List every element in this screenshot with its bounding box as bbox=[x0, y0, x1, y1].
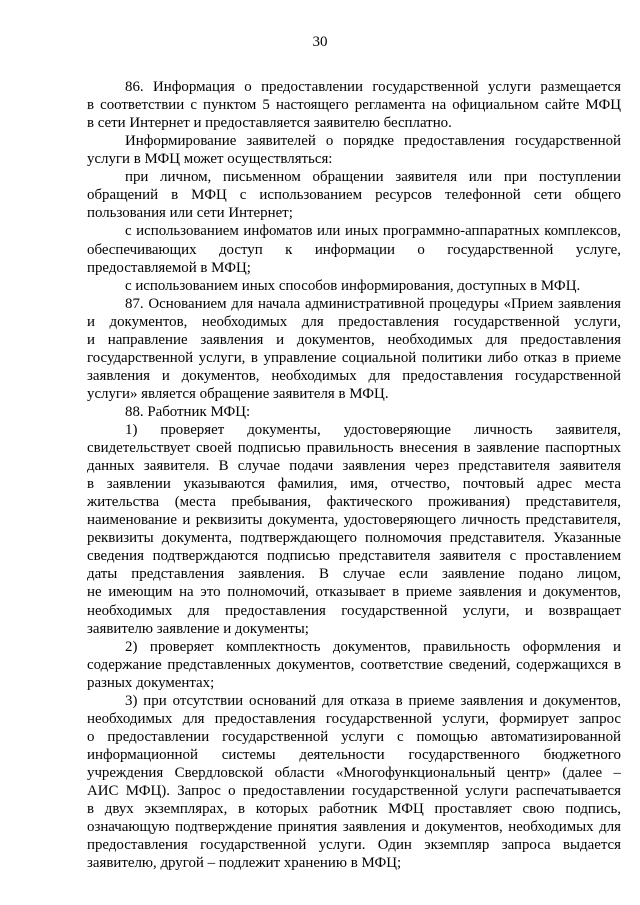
text-line: услуги в МФЦ может осуществляться: bbox=[87, 151, 333, 168]
text-line: сведения подтверждаются подписью представителя заявителя с проставлением bbox=[87, 548, 621, 565]
text-line: заявителю, другой – подлежит хранению в МФЦ; bbox=[87, 855, 402, 872]
text-line: услуги» является обращение заявителя в МФЦ. bbox=[87, 385, 389, 402]
text-line: 86. Информация о предоставлении государственной услуги размещается bbox=[125, 79, 621, 95]
text-line: государственной услуги, в управление социальной политики либо отказ в приеме bbox=[87, 349, 621, 366]
text-line: при личном, письменном обращении заявителя или при поступлении bbox=[125, 169, 621, 186]
text-line: 88. Работник МФЦ: bbox=[125, 403, 251, 420]
text-line: 3) при отсутствии оснований для отказа в приеме заявления и документов, bbox=[125, 692, 621, 709]
text-line: разных документах; bbox=[87, 674, 215, 691]
text-line: жительства (места пребывания, фактического проживания) представителя, bbox=[87, 494, 621, 511]
text-line: обращений в МФЦ с использованием ресурсов телефонной сети общего bbox=[87, 187, 621, 204]
text-line: о предоставлении государственной услуги с помощью автоматизированной bbox=[87, 728, 621, 745]
text-line: реквизиты документа, подтверждающего полномочия представителя. Указанные bbox=[87, 530, 621, 547]
text-line: с использованием инфоматов или иных программно-аппаратных комплексов, bbox=[125, 223, 621, 240]
page-number: 30 bbox=[312, 34, 328, 50]
text-line: 2) проверяет комплектность документов, правильность оформления и bbox=[125, 638, 621, 655]
text-line: свидетельствует своей подписью правильность внесения в заявление паспортных bbox=[87, 440, 621, 456]
text-line: обеспечивающих доступ к информации о государственной услуге, bbox=[87, 241, 621, 258]
text-line: данных заявителя. В случае подачи заявления через представителя заявителя bbox=[87, 458, 621, 475]
text-line: информационной системы деятельности государственного бюджетного bbox=[87, 746, 621, 763]
text-line: в заявлении указываются фамилия, имя, отчество, почтовый адрес места bbox=[87, 476, 621, 493]
text-line: в соответствии с пунктом 5 настоящего регламента на официальном сайте МФЦ bbox=[87, 97, 621, 113]
text-line: наименование и реквизиты документа, удостоверяющего личность представителя, bbox=[87, 512, 621, 529]
text-line: и направление заявления и документов, необходимых для предоставления bbox=[87, 331, 621, 348]
text-line: заявителю заявление и документы; bbox=[87, 620, 309, 637]
text-line: в двух экземплярах, в которых работник МФЦ проставляет свою подпись, bbox=[87, 801, 621, 817]
text-line: необходимых для предоставления государственной услуги, формирует запрос bbox=[87, 710, 621, 727]
text-line: и документов, необходимых для предоставления государственной услуги, bbox=[87, 313, 621, 330]
text-line: даты представления заявления. В случае если заявление подано лицом, bbox=[87, 566, 621, 583]
text-line: предоставляемой в МФЦ; bbox=[87, 259, 251, 276]
text-line: заявления и документов, необходимых для предоставления государственной bbox=[87, 367, 621, 384]
text-line: в сети Интернет и предоставляется заявителю бесплатно. bbox=[87, 115, 452, 132]
text-line: предоставления государственной услуги. Один экземпляр запроса выдается bbox=[87, 837, 621, 854]
text-line: означающую подтверждение принятия заявления и документов, необходимых для bbox=[87, 819, 621, 836]
text-line: Информирование заявителей о порядке предоставления государственной bbox=[125, 133, 621, 150]
text-line: АИС МФЦ). Запрос о предоставлении государственной услуги распечатывается bbox=[87, 783, 621, 799]
text-line: необходимых для предоставления государственной услуги, и возвращает bbox=[87, 602, 621, 619]
text-line: пользования или сети Интернет; bbox=[87, 205, 293, 222]
text-line: 1) проверяет документы, удостоверяющие личность заявителя, bbox=[125, 421, 621, 438]
text-line: учреждения Свердловской области «Многофункциональный центр» (далее – bbox=[87, 764, 621, 781]
text-line: не имеющим на это полномочий, отказывает в приеме заявления и документов, bbox=[87, 584, 621, 601]
text-line: содержание представленных документов, соответствие сведений, содержащихся в bbox=[87, 656, 621, 673]
text-line: с использованием иных способов информирования, доступных в МФЦ. bbox=[125, 277, 581, 294]
text-line: 87. Основанием для начала административной процедуры «Прием заявления bbox=[125, 295, 621, 312]
